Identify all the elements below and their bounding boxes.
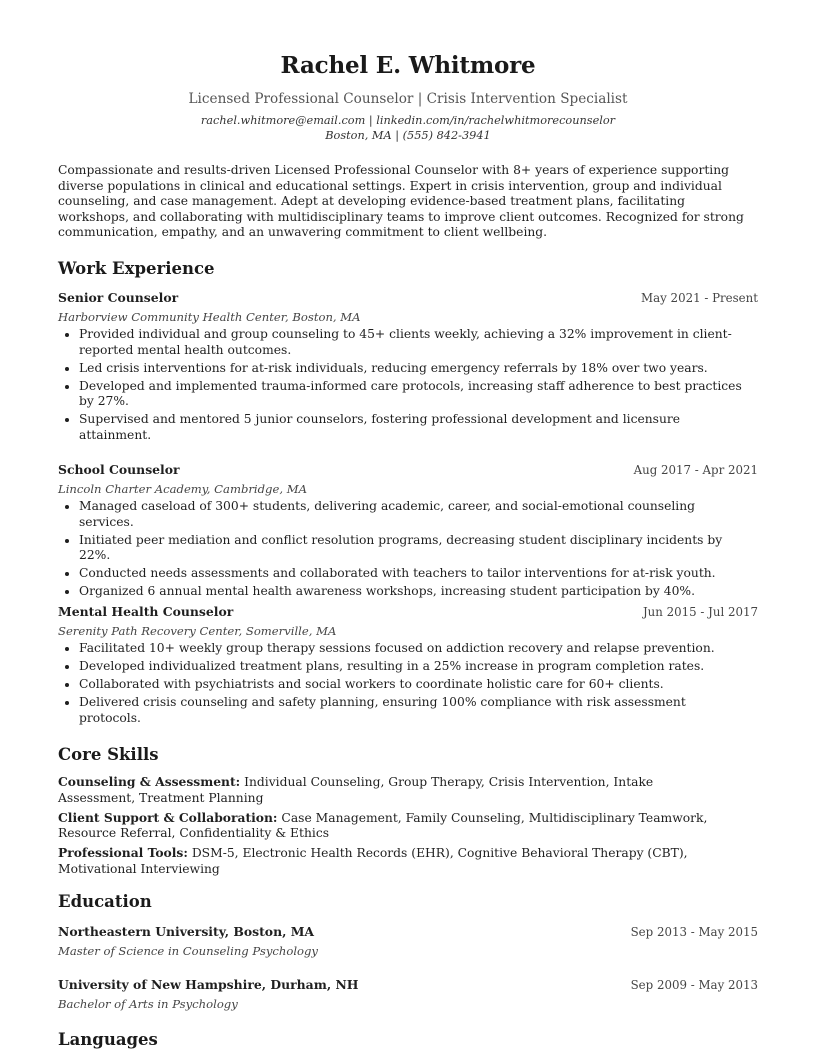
job-bullet-list (58, 499, 758, 600)
headline: Licensed Professional Counselor | Crisis Intervention Specialist (188, 91, 628, 107)
education-entry (58, 976, 758, 1013)
job-bullet-list (58, 641, 758, 726)
job-bullet-list (58, 327, 758, 443)
job-bullet: • Provided individual and group counseling to 45+ clients weekly, achieving a 32% improvement in client-reported mental health outcomes. (79, 327, 758, 358)
education-school: University of New Hampshire, Durham, NH (58, 977, 359, 992)
job-bullet: • Initiated peer mediation and conflict resolution programs, decreasing student disciplinary incidents by 22%. (79, 533, 758, 564)
skill-category: Professional Tools: (58, 845, 188, 860)
skill-row (58, 810, 758, 842)
job-dates: Jun 2015 - Jul 2017 (642, 605, 758, 619)
professional-summary: Compassionate and results-driven Licensed Professional Counselor with 8+ years of experience supporting diverse populations in clinical and educational settings. Expert in crisis intervention, group and individual counseling, and case management. Adept at developing evidence-based treatment plans, facilitating workshops, and collaborating with multidisciplinary teams to improve client outcomes. Recognized for strong communication, empathy, and an unwavering commitment to client wellbeing. (58, 163, 744, 239)
job-bullet: • Organized 6 annual mental health awareness workshops, increasing student participation by 40%. (79, 584, 758, 600)
job-organization: Harborview Community Health Center, Boston, MA (58, 310, 361, 324)
section-title-work-experience: Work Experience (58, 259, 215, 278)
job-entry-senior-counselor (58, 289, 758, 446)
education-degree: Bachelor of Arts in Psychology (58, 997, 238, 1011)
section-title-languages: Languages (58, 1030, 158, 1049)
skill-row (58, 845, 758, 877)
skill-row (58, 774, 758, 806)
job-bullet: • Supervised and mentored 5 junior counselors, fostering professional development and licensure attainment. (79, 412, 758, 443)
education-entry (58, 923, 758, 960)
job-bullet: • Conducted needs assessments and collaborated with teachers to tailor interventions for at-risk youth. (79, 566, 758, 582)
job-organization: Serenity Path Recovery Center, Somerville, MA (58, 624, 337, 638)
job-bullet: • Facilitated 10+ weekly group therapy sessions focused on addiction recovery and relapse prevention. (79, 641, 758, 657)
education-school: Northeastern University, Boston, MA (58, 924, 315, 939)
section-title-core-skills: Core Skills (58, 745, 159, 764)
job-title: Mental Health Counselor (58, 604, 234, 619)
job-dates: Aug 2017 - Apr 2021 (633, 463, 758, 477)
skill-items: Individual Counseling, Group Therapy, Crisis Intervention, Intake Assessment, Treatment Planning (58, 775, 654, 805)
skill-items: Case Management, Family Counseling, Multidisciplinary Teamwork, Resource Referral, Confidentiality & Ethics (58, 810, 708, 840)
skill-category: Counseling & Assessment: (58, 774, 241, 789)
contact-line-email-linkedin: rachel.whitmore@email.com | linkedin.com/in/rachelwhitmorecounselor (200, 114, 616, 127)
skills-list (58, 774, 758, 881)
section-title-education: Education (58, 892, 152, 911)
education-degree: Master of Science in Counseling Psychology (58, 944, 318, 958)
candidate-name: Rachel E. Whitmore (280, 52, 536, 79)
education-dates: Sep 2009 - May 2013 (630, 978, 758, 992)
job-title: Senior Counselor (58, 290, 179, 305)
skill-category: Client Support & Collaboration: (58, 809, 278, 825)
job-bullet: • Developed and implemented trauma-informed care protocols, increasing staff adherence to best practices by 27%. (79, 379, 758, 410)
job-dates: May 2021 - Present (641, 291, 758, 305)
contact-line-location-phone: Boston, MA | (555) 842-3941 (325, 129, 491, 142)
job-entry-mental-health-counselor (58, 603, 758, 729)
job-organization: Lincoln Charter Academy, Cambridge, MA (58, 482, 307, 496)
job-bullet: • Developed individualized treatment plans, resulting in a 25% increase in program completion rates. (79, 659, 758, 675)
job-bullet: • Led crisis interventions for at-risk individuals, reducing emergency referrals by 18% over two years. (79, 361, 758, 377)
job-bullet: • Delivered crisis counseling and safety planning, ensuring 100% compliance with risk assessment protocols. (79, 695, 758, 726)
job-entry-school-counselor (58, 461, 758, 602)
education-dates: Sep 2013 - May 2015 (630, 925, 758, 939)
job-bullet: • Managed caseload of 300+ students, delivering academic, career, and social-emotional counseling services. (79, 499, 758, 530)
skill-items: DSM-5, Electronic Health Records (EHR), Cognitive Behavioral Therapy (CBT), Motivational Interviewing (58, 846, 688, 876)
job-bullet: • Collaborated with psychiatrists and social workers to coordinate holistic care for 60+ clients. (79, 677, 758, 693)
job-title: School Counselor (58, 462, 180, 477)
